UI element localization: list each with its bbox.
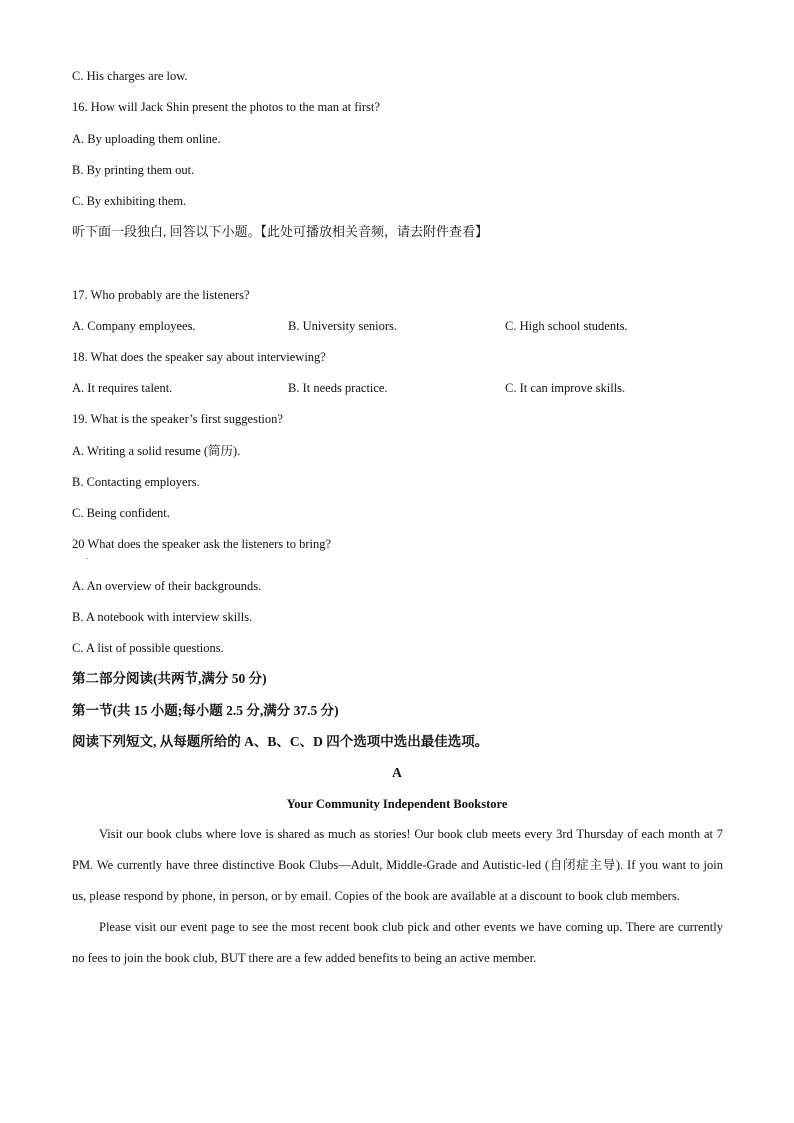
monologue-instruction: 听下面一段独白, 回答以下小题。【此处可播放相关音频，请去附件查看】 [72,224,489,239]
q19-question: 19. What is the speaker’s first suggestion? [72,412,283,426]
q16-question: 16. How will Jack Shin present the photos to the man at first? [72,100,380,114]
q18-option-b: B. It needs practice. [288,381,388,395]
q20-option-c: C. A list of possible questions. [72,641,224,655]
q19-option-b: B. Contacting employers. [72,475,200,489]
passage-title: Your Community Independent Bookstore [286,797,508,811]
q16-option-c: C. By exhibiting them. [72,194,187,208]
q18-option-a: A. It requires talent. [72,381,173,395]
q17-option-b: B. University seniors. [288,319,398,333]
q18-question: 18. What does the speaker say about interviewing? [72,350,326,364]
q17-question: 17. Who probably are the listeners? [72,288,250,302]
passage-letter: A [392,765,402,780]
reading-instruction: 阅读下列短文, 从每题所给的 A、B、C、D 四个选项中选出最佳选项。 [72,734,489,749]
q17-option-a: A. Company employees. [72,319,196,333]
q17-options [72,318,732,334]
q19-option-c: C. Being confident. [72,506,170,520]
q16-option-b: B. By printing them out. [72,163,195,177]
q18-options [72,380,732,396]
passage-paragraph-1: Visit our book clubs where love is shared as much as stories! Our book club meets every 3rd Thursday of each month at 7 PM. We currently have three distinctive Book Clubs—Adult, Middle-Grade and Autistic-led (自闭症主导). If you want to join us, please respond by phone, in person, or by email. Copies of the book are available at a discount to book club members. [72,827,723,903]
q20-question: 20 What does the speaker ask the listeners to bring? [72,537,332,551]
q18-option-c: C. It can improve skills. [505,381,626,395]
q15-option-c: C. His charges are low. [72,69,188,83]
passage-body [72,819,723,974]
q17-option-c: C. High school students. [505,319,628,333]
q20-option-b: B. A notebook with interview skills. [72,610,253,624]
q19-option-a: A. Writing a solid resume (简历). [72,444,241,458]
q20-number-dot: . [86,552,88,561]
q20-option-a: A. An overview of their backgrounds. [72,579,262,593]
part2-heading: 第二部分阅读(共两节,满分 50 分) [72,671,267,686]
passage-paragraph-2: Please visit our event page to see the most recent book club pick and other events we have coming up. There are currently no fees to join the book club, BUT there are a few added benefits to being an active member. [72,920,723,965]
q16-option-a: A. By uploading them online. [72,132,221,146]
section1-heading: 第一节(共 15 小题;每小题 2.5 分,满分 37.5 分) [72,703,339,718]
